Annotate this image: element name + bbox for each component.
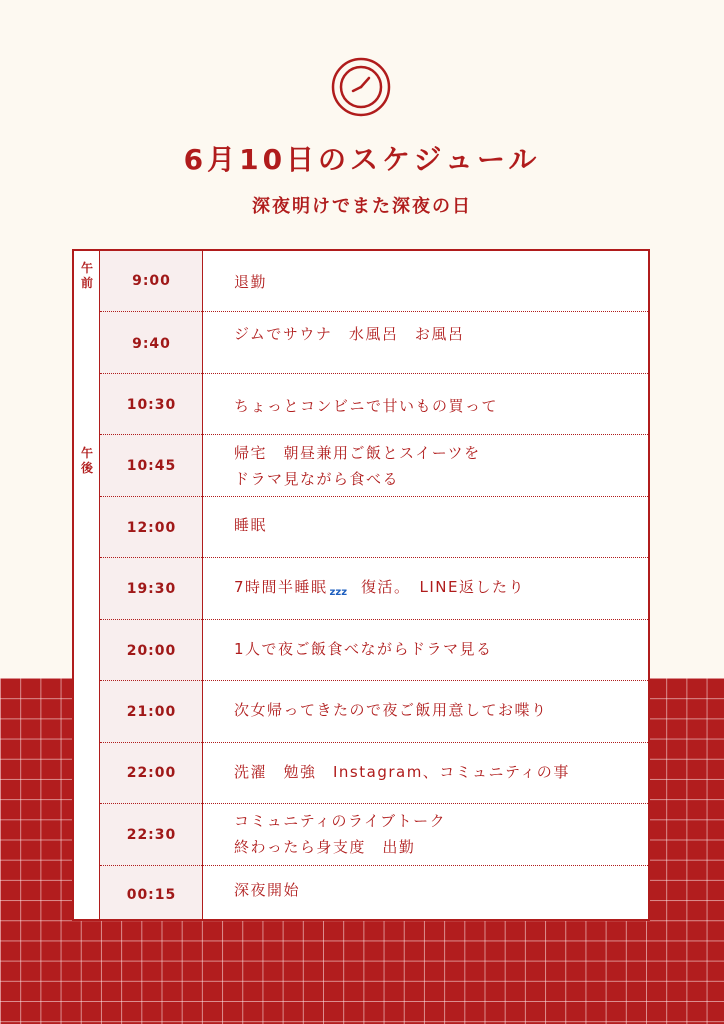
row-activity-line2: 終わったら身支度 出勤 (234, 838, 416, 856)
row-activity: 睡眠 (234, 516, 268, 534)
row-activity (234, 574, 644, 603)
sleep-zzz-icon: zzz (329, 587, 348, 598)
table-row (100, 558, 650, 620)
row-activity: 1人で夜ご飯食べながらドラマ見る (234, 640, 493, 658)
row-time: 12:00 (126, 520, 177, 536)
row-time: 20:00 (126, 643, 177, 659)
row-activity: ちょっとコンビニで甘いもの買って (234, 397, 499, 415)
row-activity: 洗濯 勉強 Instagram、コミュニティの事 (234, 763, 570, 781)
period-column (74, 251, 100, 919)
row-time: 10:30 (126, 397, 177, 413)
table-row (100, 497, 650, 558)
row-activity-line1: コミュニティのライブトーク (234, 812, 447, 830)
table-row (100, 312, 650, 374)
row-activity: ジムでサウナ 水風呂 お風呂 (234, 325, 465, 343)
row-time: 9:40 (132, 336, 171, 352)
row-activity: 退勤 (234, 273, 268, 291)
row-time: 19:30 (126, 581, 177, 597)
table-row (100, 251, 650, 312)
row-time: 22:30 (126, 827, 177, 843)
row-time: 00:15 (126, 887, 177, 903)
table-row (100, 374, 650, 435)
table-row (100, 620, 650, 681)
table-row (100, 435, 650, 497)
clock-icon (331, 57, 391, 117)
row-activity-part2: 復活。 LINE返したり (361, 578, 525, 596)
page-subtitle: 深夜明けでまた深夜の日 (252, 196, 472, 217)
table-row (100, 804, 650, 866)
row-activity-part1: 7時間半睡眠 (234, 578, 328, 596)
row-activity-line2: ドラマ見ながら食べる (234, 470, 400, 488)
table-row (100, 681, 650, 743)
row-activity: 深夜開始 (234, 881, 301, 899)
row-activity: 次女帰ってきたので夜ご飯用意してお喋り (234, 701, 548, 719)
row-time: 9:00 (132, 273, 171, 289)
schedule-table (72, 249, 650, 921)
period-pm: 午 後 (80, 446, 93, 475)
table-row (100, 866, 650, 919)
row-activity-line1: 帰宅 朝昼兼用ご飯とスイーツを (234, 444, 481, 462)
row-time: 10:45 (126, 458, 177, 474)
period-am: 午 前 (80, 261, 93, 290)
table-row (100, 743, 650, 804)
page-title: 6月10日のスケジュール (183, 143, 541, 176)
row-time: 22:00 (126, 765, 177, 781)
row-time: 21:00 (126, 704, 177, 720)
